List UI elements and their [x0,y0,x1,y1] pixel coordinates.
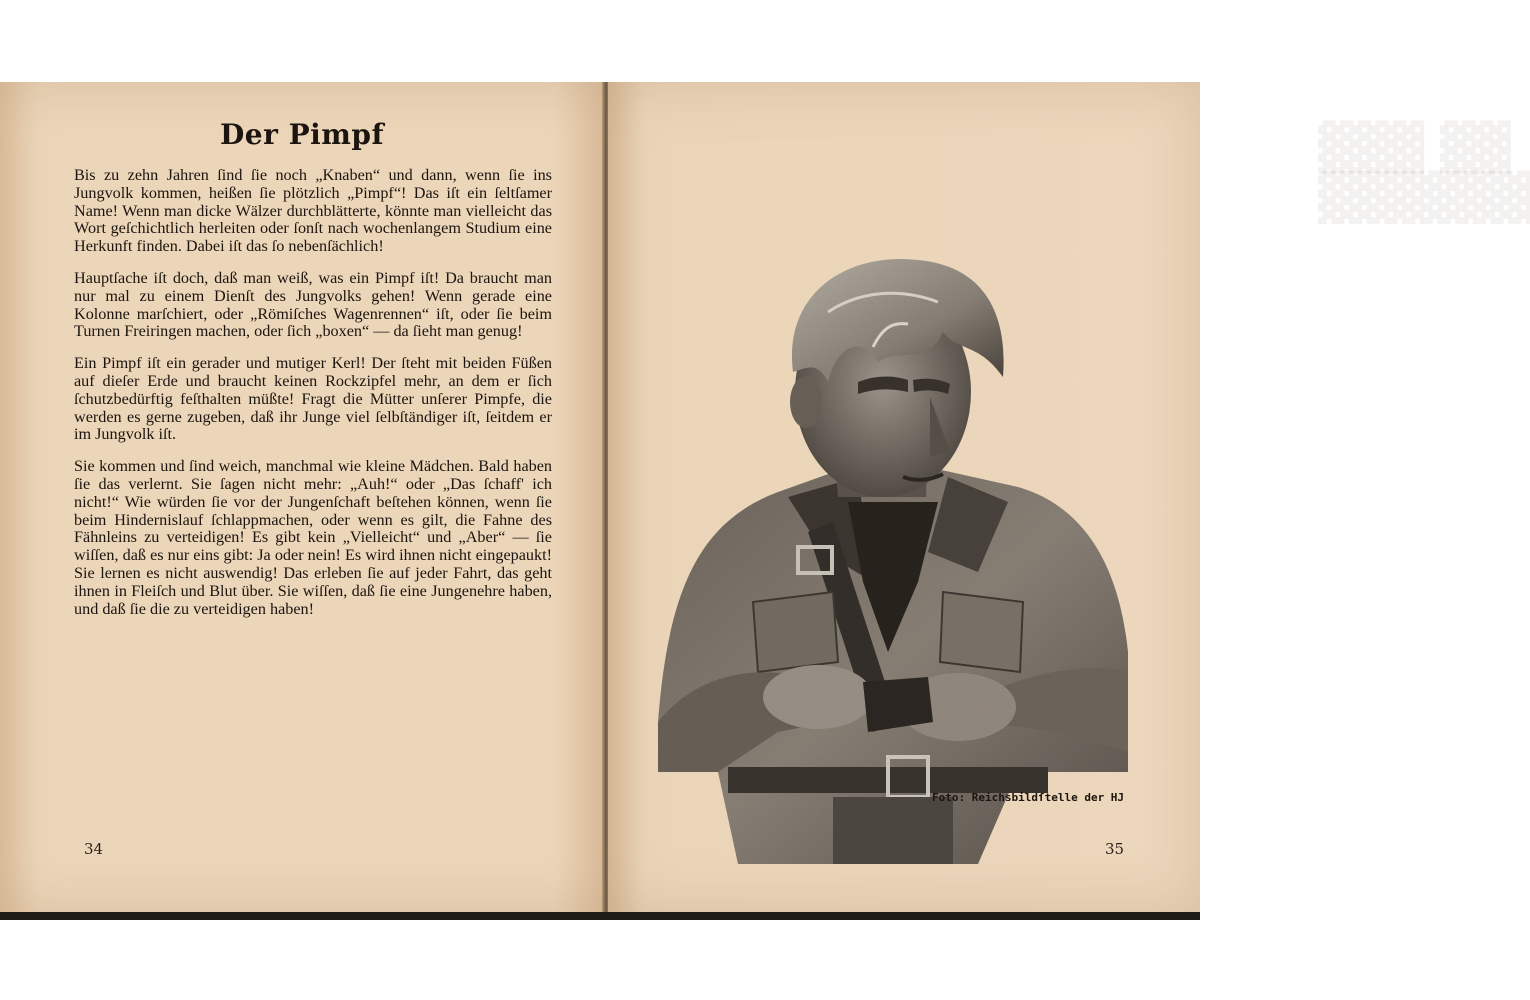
photo-credit: Foto: Reichsbildſtelle der HJ [932,791,1125,804]
body-text [74,167,552,632]
paragraph-3: Ein Pimpf iſt ein gerader und mutiger Kerl! Der ſteht mit beiden Füßen auf dieſer Erde und braucht keinen Rockzipfel mehr, an dem er ſich ſchutzbedürftig feſthalten müßte! Fragt die Mütter unſerer Pimpfe, die werden es gerne zugeben, daß ihr Junge viel ſelbſtändiger iſt, ſeitdem er im Jungvolk iſt. [74,354,552,444]
page-title: Der Pimpf [219,118,385,151]
boy-portrait-photo [658,252,1128,864]
page-number-left: 34 [84,840,104,858]
bleed-through-shadow: ▓▓▓ ▓▓ ▓▓▓▓▓▓ [1318,120,1530,224]
left-page [0,82,604,912]
paragraph-1: Bis zu zehn Jahren ſind ſie noch „Knaben“ und dann, wenn ſie ins Jungvolk kommen, heißen ſie plötzlich „Pimpf“! Das iſt ein ſeltſamer Name! Wenn man dicke Wälzer durchblätterte, könnte man vielleicht das Wort geſchichtlich herleiten oder ſonſt nach wochenlangem Studium eine Herkunft finden. Dabei iſt das ſo nebenſächlich! [74,166,552,256]
paragraph-2: Hauptſache iſt doch, daß man weiß, was ein Pimpf iſt! Da braucht man nur mal zu einem Dienſt des Jungvolks gehen! Wenn gerade eine Kolonne marſchiert, oder „Römiſches Wagenrennen“ iſt, oder ſie beim Turnen Freiringen machen, oder ſich „boxen“ — da ſieht man genug! [74,268,552,341]
paragraph-4: Sie kommen und ſind weich, manchmal wie kleine Mädchen. Bald haben ſie das verlernt. Sie ſagen nicht mehr: „Auh!“ oder „Das ſchaff' ich nicht!“ Wie würden ſie vor der Jungenſchaft beſtehen können, wenn ſie beim Hindernislauf ſchlappmachen, oder wenn es gilt, die Fahne des Fähnleins zu verteidigen! Es gibt kein „Vielleicht“ und „Aber“ — ſie wiſſen, daß es nur eins gibt: Ja oder nein! Es wird ihnen nicht eingepaukt! Sie lernen es nicht auswendig! Das erleben ſie auf jeder Fahrt, das geht ihnen in Fleiſch und Blut über. Sie wiſſen, daß ſie eine Jungenehre haben, und daß ſie die zu verteidigen haben! [74,457,552,618]
page-number-right: 35 [1105,840,1125,858]
book-spread [0,82,1530,920]
